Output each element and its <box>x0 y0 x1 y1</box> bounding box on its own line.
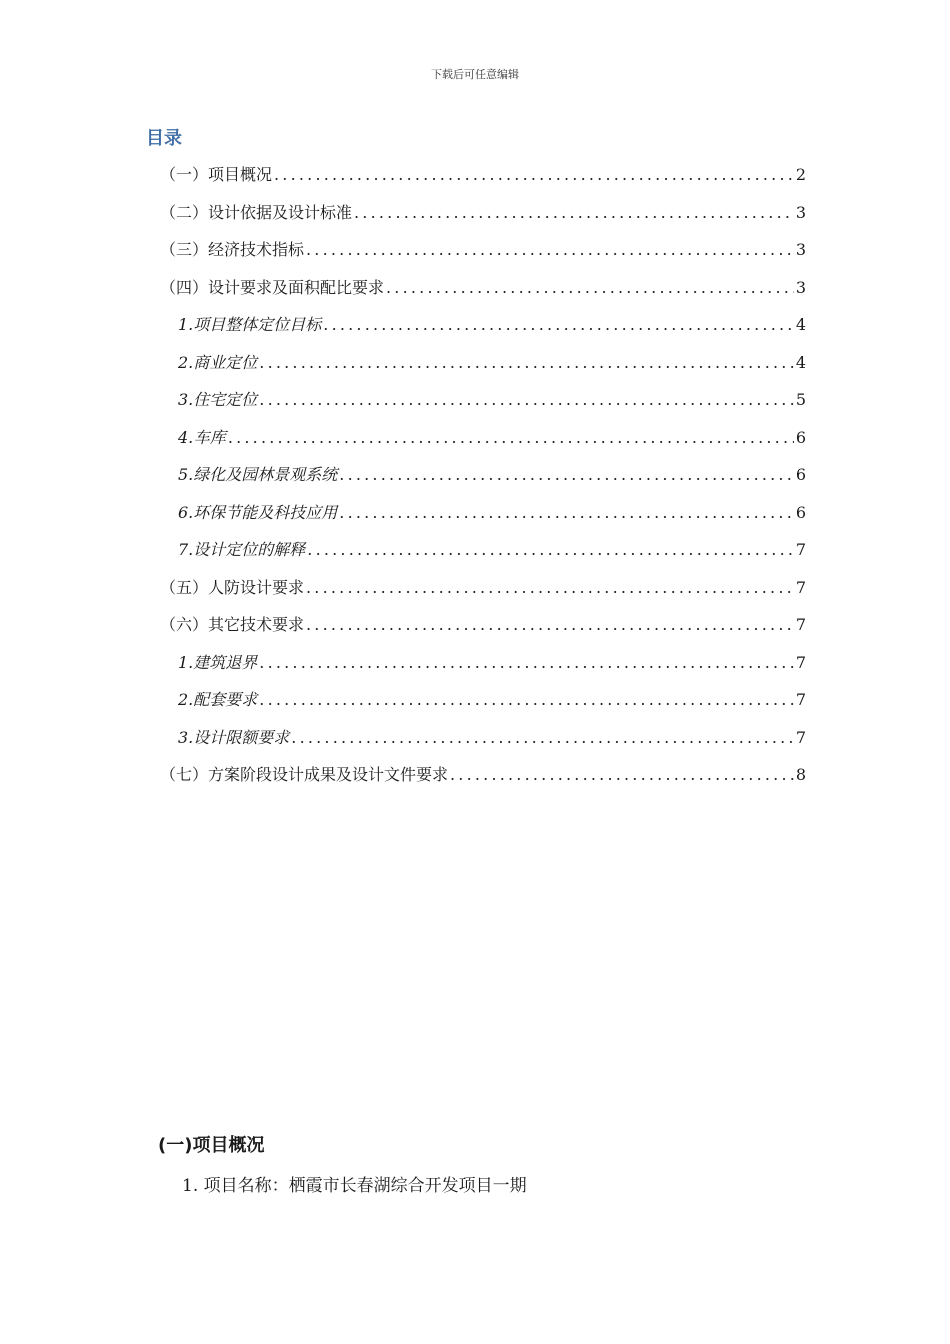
toc-entry-title: 商业定位 <box>193 352 258 372</box>
toc-title: 目录 <box>146 128 182 149</box>
toc-subentry[interactable] <box>160 456 806 494</box>
toc-dot-leader <box>386 269 794 307</box>
toc-entry-number: 5. <box>178 465 194 484</box>
toc-entry-page: 3 <box>795 202 806 222</box>
toc-entry-page: 6 <box>795 502 806 522</box>
toc-entry-title: 住宅定位 <box>193 390 258 409</box>
toc-entry-page: 6 <box>795 465 806 484</box>
toc-entry-number: （七） <box>160 765 209 784</box>
toc-dot-leader <box>274 156 794 194</box>
toc-subentry[interactable] <box>160 681 806 719</box>
toc-subentry[interactable] <box>160 644 806 682</box>
toc-entry-title: 设计要求及面积配比要求 <box>208 277 385 297</box>
toc-entry-number: 4. <box>178 427 194 447</box>
page-header-note: 下载后可任意编辑 <box>431 68 519 81</box>
toc-entry[interactable] <box>160 756 806 794</box>
toc-entry-title: 方案阶段设计成果及设计文件要求 <box>208 765 449 784</box>
toc-dot-leader <box>306 231 794 269</box>
toc-dot-leader <box>259 344 794 382</box>
toc-entry-title: 设计限额要求 <box>193 727 290 747</box>
toc-entry-title: 车库 <box>193 427 226 447</box>
toc-entry-page: 7 <box>795 540 806 559</box>
toc-entry-number: （六） <box>160 615 209 634</box>
toc-entry[interactable] <box>160 194 806 232</box>
toc-dot-leader <box>259 381 794 419</box>
toc-dot-leader <box>354 194 794 232</box>
toc-dot-leader <box>259 644 794 682</box>
toc-entry-number: 2. <box>178 352 194 372</box>
toc-entry-page: 4 <box>795 352 806 372</box>
toc-entry-title: 绿化及园林景观系统 <box>193 465 338 484</box>
toc-entry-number: 3. <box>178 727 194 747</box>
toc-entry-page: 8 <box>795 765 806 784</box>
toc-entry-page: 7 <box>795 577 806 597</box>
toc-entry-number: 6. <box>178 502 194 522</box>
toc-entry-number: （五） <box>160 577 209 597</box>
toc-subentry[interactable] <box>160 494 806 532</box>
toc-entry-title: 设计依据及设计标准 <box>208 202 353 222</box>
toc-entry-page: 7 <box>795 652 806 672</box>
toc-dot-leader <box>307 531 794 569</box>
section-heading: (一)项目概况 <box>158 1135 265 1156</box>
toc-entry-number: （一） <box>160 165 209 184</box>
toc-entry-title: 其它技术要求 <box>208 615 305 634</box>
toc-entry[interactable] <box>160 569 806 607</box>
toc-entry[interactable] <box>160 606 806 644</box>
toc-entry-title: 项目概况 <box>208 165 273 184</box>
table-of-contents <box>160 156 806 794</box>
toc-entry[interactable] <box>160 231 806 269</box>
toc-entry-title: 经济技术指标 <box>208 240 305 259</box>
toc-dot-leader <box>291 719 794 757</box>
toc-dot-leader <box>259 681 794 719</box>
toc-entry-title: 人防设计要求 <box>208 577 305 597</box>
toc-entry-page: 7 <box>795 727 806 747</box>
toc-dot-leader <box>306 569 794 607</box>
toc-entry-number: 3. <box>178 390 194 409</box>
toc-entry-title: 建筑退界 <box>193 652 258 672</box>
toc-entry-page: 4 <box>795 315 806 334</box>
toc-dot-leader <box>323 306 794 344</box>
toc-dot-leader <box>339 494 794 532</box>
toc-entry-number: （三） <box>160 240 209 259</box>
toc-entry[interactable] <box>160 156 806 194</box>
toc-entry-number: 1. <box>178 315 194 334</box>
toc-subentry[interactable] <box>160 306 806 344</box>
toc-subentry[interactable] <box>160 719 806 757</box>
toc-entry-title: 配套要求 <box>193 690 258 709</box>
toc-entry-page: 7 <box>795 615 806 634</box>
toc-dot-leader <box>450 756 794 794</box>
toc-dot-leader <box>339 456 794 494</box>
toc-entry-title: 项目整体定位目标 <box>193 315 322 334</box>
toc-subentry[interactable] <box>160 531 806 569</box>
toc-entry[interactable] <box>160 269 806 307</box>
toc-entry-page: 6 <box>795 427 806 447</box>
toc-entry-number: 2. <box>178 690 194 709</box>
toc-entry-page: 7 <box>795 690 806 709</box>
toc-dot-leader <box>306 606 794 644</box>
toc-entry-number: 1. <box>178 652 194 672</box>
toc-subentry[interactable] <box>160 419 806 457</box>
toc-entry-number: 7. <box>178 540 194 559</box>
toc-entry-page: 3 <box>795 240 806 259</box>
toc-subentry[interactable] <box>160 344 806 382</box>
toc-entry-page: 2 <box>795 165 806 184</box>
toc-entry-title: 设计定位的解释 <box>193 540 306 559</box>
toc-entry-page: 3 <box>795 277 806 297</box>
toc-subentry[interactable] <box>160 381 806 419</box>
toc-entry-number: （四） <box>160 277 209 297</box>
toc-entry-number: （二） <box>160 202 209 222</box>
project-name-line: 1. 项目名称：栖霞市长春湖综合开发项目一期 <box>182 1176 527 1196</box>
toc-dot-leader <box>228 419 794 457</box>
toc-entry-page: 5 <box>795 390 806 409</box>
toc-entry-title: 环保节能及科技应用 <box>193 502 338 522</box>
